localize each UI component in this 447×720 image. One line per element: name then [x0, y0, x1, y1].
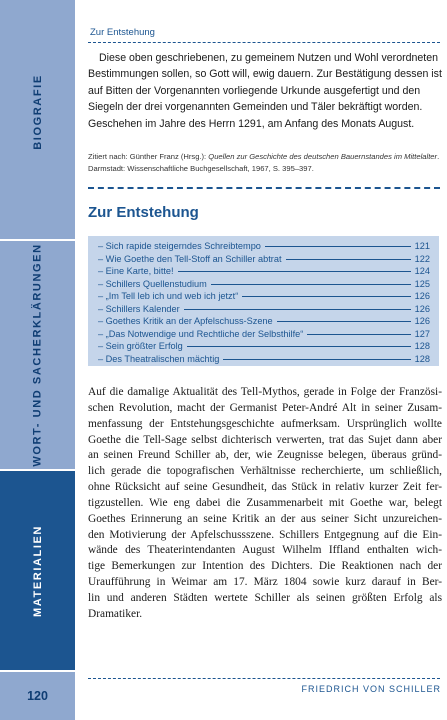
- sidebar: [0, 0, 75, 720]
- sidebar-section-materialien: [0, 471, 75, 670]
- header-rule: [88, 42, 440, 43]
- toc-leader: [242, 296, 410, 297]
- section-separator: [88, 187, 440, 189]
- toc-item-page: 128: [414, 353, 430, 364]
- toc-item-label: – Des Theatralischen mächtig: [98, 353, 220, 364]
- toc-item-label: – Schillers Kalender: [98, 303, 180, 314]
- toc-item-label: – „Das Notwendige und Rechtliche der Selbsthilfe“: [98, 328, 304, 339]
- toc-item-page: 122: [414, 253, 430, 264]
- toc-box: [88, 236, 439, 366]
- source-prefix: Zitiert nach: Günther Franz (Hrsg.):: [88, 152, 209, 161]
- toc-item[interactable]: [98, 329, 430, 341]
- body-line: lich gerade die topografischen Verhältnisse recherchierte, um schließlich,: [88, 465, 442, 478]
- toc-item-label: – Wie Goethe den Tell-Stoff an Schiller abtrat: [98, 253, 282, 264]
- section-title: Zur Entstehung: [88, 204, 199, 221]
- toc-item[interactable]: [98, 241, 430, 253]
- page-number: 120: [27, 689, 48, 703]
- quote-text: Diese oben geschriebenen, zu gemeinem Nutzen und Wohl verordneten Bestimmungen sollen, so Gott will, ewig dauern. Zur Bestätigung dessen ist auf Bitten der Vorgenannten vorliegende Urkunde ausgefertigt und den Siegeln der drei vorgenannten Gemeinden und Täler bekräftigt worden. Geschehen im Jahre des Herrn 1291, am Anfang des Monats August.: [88, 52, 442, 130]
- toc-item-page: 126: [414, 316, 430, 326]
- toc-item-label: – Sein größter Erfolg: [98, 341, 183, 351]
- source-title: Quellen zur Geschichte des deutschen Bauernstandes im Mittelalter: [208, 152, 438, 161]
- body-line: Auf die damalige Aktualität des Tell-Mythos, gerade in Folge der Französi-: [88, 386, 442, 398]
- toc-item-page: 124: [414, 266, 430, 276]
- toc-item-page: 121: [414, 241, 430, 251]
- toc-leader: [277, 321, 411, 322]
- quote-block: [88, 50, 444, 132]
- body-line: ohne Rücksicht auf seine Gesundheit, das Stück in relativ kurzer Zeit fer-: [88, 481, 442, 494]
- sidebar-section-biografie: [0, 0, 75, 239]
- toc-item-label: – Eine Karte, bitte!: [98, 266, 174, 276]
- source-suffix: . Darmstadt: Wissenschaftliche Buchgesellschaft, 1967, S. 395–397.: [88, 152, 440, 173]
- body-line: Uraufführung in Weimar am 17. März 1804 sowie kurz darauf in Ber-: [88, 576, 442, 589]
- body-line: lin und anderen Städten wertete Schiller als seinen größten Erfolg als: [88, 591, 442, 604]
- sidebar-section-wort-und-sacherklaerungen: [0, 241, 75, 469]
- toc-item[interactable]: [98, 266, 430, 278]
- toc-item-page: 125: [414, 278, 430, 289]
- body-line: den Motivierung der Apfelschussszene. Schillers Entgegnung auf die Ein-: [88, 528, 442, 541]
- toc-leader: [265, 246, 411, 247]
- toc-item[interactable]: [98, 291, 430, 303]
- body-line: Dramatiker.: [88, 607, 143, 620]
- body-line: tigzustellen. Wie eng dabei die Zusammenarbeit mit Goethe war, belegt: [88, 496, 442, 509]
- toc-item[interactable]: [98, 279, 430, 291]
- footer-rule: [88, 678, 440, 679]
- toc-leader: [307, 334, 410, 335]
- toc-item-page: 127: [414, 328, 430, 339]
- toc-item[interactable]: [98, 341, 430, 353]
- toc-item-page: 128: [414, 341, 430, 351]
- toc-leader: [178, 271, 411, 272]
- toc-item-label: – Schillers Quellenstudium: [98, 278, 207, 289]
- toc-leader: [223, 359, 410, 360]
- body-line: an seinen Freund Schiller ab, der, wie Zeugnisse belegen, überaus gründ-: [88, 449, 442, 462]
- body-line: schen Revolution, macht der Germanist Peter-André Alt in seiner Zusam-: [88, 401, 442, 414]
- body-line: wände des Theaterintendanten August Wilhelm Iffland enthalten wich-: [88, 544, 442, 557]
- body-line: tige Bemerkungen zur Intention des Dichters. Die Reaktionen nach der: [88, 560, 442, 573]
- toc-leader: [187, 346, 411, 347]
- toc-item-page: 126: [414, 303, 430, 314]
- toc-leader: [184, 309, 411, 310]
- toc-item-label: – Sich rapide steigerndes Schreibtempo: [98, 241, 261, 251]
- body-line: Goethe die Tell-Sage selbst dichterisch verwerten, trat das Sujet dann aber: [88, 433, 442, 446]
- toc-item-label: – Goethes Kritik an der Apfelschuss-Szene: [98, 316, 273, 326]
- body-text: [88, 385, 442, 623]
- body-line: menfassung der Entstehungsgeschichte aufmerksam. Ursprünglich wollte: [88, 417, 442, 430]
- running-head: Zur Entstehung: [90, 27, 155, 38]
- toc-item-page: 126: [414, 291, 430, 301]
- quote-source: [88, 151, 444, 174]
- page-number-box: [0, 672, 75, 720]
- sidebar-label-materialien: MATERIALIEN: [31, 524, 44, 617]
- toc-item[interactable]: [98, 316, 430, 328]
- sidebar-label-wort-und-sacherklaerungen: WORT- UND SACHERKLÄRUNGEN: [31, 243, 44, 467]
- body-line: Goethes Erinnerung an seine Kritik an der aus seiner Sicht unzureichen-: [88, 512, 442, 525]
- toc-leader: [286, 259, 411, 260]
- toc-leader: [211, 284, 411, 285]
- toc-item[interactable]: [98, 354, 430, 366]
- toc-item[interactable]: [98, 254, 430, 266]
- footer-author: FRIEDRICH VON SCHILLER: [301, 684, 441, 694]
- toc-item-label: – „Im Tell leb ich und web ich jetzt“: [98, 291, 239, 301]
- sidebar-label-biografie: BIOGRAFIE: [31, 73, 44, 150]
- toc-item[interactable]: [98, 304, 430, 316]
